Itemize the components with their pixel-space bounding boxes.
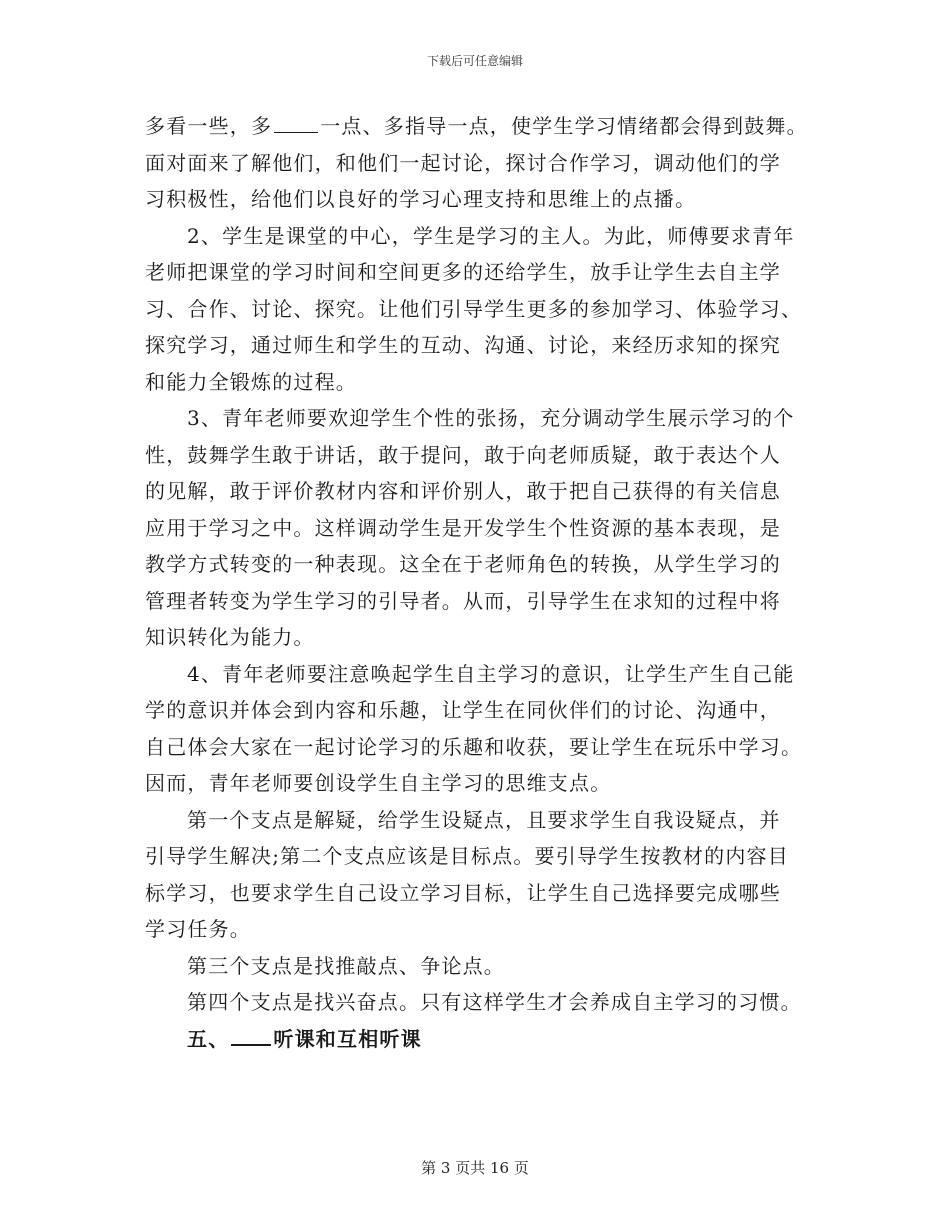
text-line: 应用于学习之中。这样调动学生是开发学生个性资源的基本表现，是 xyxy=(145,515,781,540)
text-line: 标学习，也要求学生自己设立学习目标，让学生自己选择要完成哪些 xyxy=(145,880,781,905)
support-point-3: 第三个支点是找推敲点、争论点。 xyxy=(187,953,505,978)
text-line: 引导学生解决;第二个支点应该是目标点。要引导学生按教材的内容目 xyxy=(145,844,789,868)
document-body xyxy=(145,108,825,1057)
text-line: 教学方式转变的一种表现。这全在于老师角色的转换，从学生学习的 xyxy=(145,552,781,576)
text-line: 学的意识并体会到内容和乐趣，让学生在同伙伴们的讨论、沟通中， xyxy=(145,698,781,722)
paragraph-2-start: 2、学生是课堂的中心，学生是学习的主人。为此，师傅要求青年 xyxy=(187,223,795,248)
text-line: 习、合作、讨论、探究。让他们引导学生更多的参加学习、体验学习、 xyxy=(145,296,803,321)
text-line: 和能力全锻炼的过程。 xyxy=(145,369,357,394)
support-point-1: 第一个支点是解疑，给学生设疑点，且要求学生自我设疑点，并 xyxy=(187,807,781,832)
text-line: 探究学习，通过师生和学生的互动、沟通、讨论，来经历求知的探究 xyxy=(145,333,781,357)
support-point-4: 第四个支点是找兴奋点。只有这样学生才会养成自主学习的习惯。 xyxy=(187,990,802,1014)
page-number: 第 3 页共 16 页 xyxy=(421,1159,529,1177)
page-header: 下载后可任意编辑 xyxy=(426,54,523,68)
text-line: 多看一些，多 一点、多指导一点，使学生学习情绪都会得到鼓舞。 xyxy=(145,114,808,138)
text-line: 因而，青年老师要创设学生自主学习的思维支点。 xyxy=(145,771,612,795)
text-line: 知识转化为能力。 xyxy=(145,625,315,649)
fill-blank xyxy=(231,1026,271,1046)
text-line: 的见解，敢于评价教材内容和评价别人，敢于把自己获得的有关信息 xyxy=(145,479,781,503)
text-line: 习积极性，给他们以良好的学习心理支持和思维上的点播。 xyxy=(145,187,697,211)
text-line: 性，鼓舞学生敢于讲话，敢于提问，敢于向老师质疑，敢于表达个人 xyxy=(145,442,781,467)
fill-blank xyxy=(274,114,318,133)
text-line: 老师把课堂的学习时间和空间更多的还给学生，放手让学生去自主学 xyxy=(145,260,781,284)
text-line: 学习任务。 xyxy=(145,917,251,941)
text-line: 面对面来了解他们，和他们一起讨论，探讨合作学习，调动他们的学 xyxy=(145,150,781,175)
paragraph-4-start: 4、青年老师要注意唤起学生自主学习的意识，让学生产生自己能 xyxy=(187,661,795,686)
text-line: 管理者转变为学生学习的引导者。从而，引导学生在求知的过程中将 xyxy=(145,588,781,613)
section-heading: 五、 听课和互相听课 xyxy=(187,1026,422,1051)
paragraph-3-start: 3、青年老师要欢迎学生个性的张扬，充分调动学生展示学习的个 xyxy=(187,406,795,430)
text-line: 自己体会大家在一起讨论学习的乐趣和收获，要让学生在玩乐中学习。 xyxy=(145,734,803,759)
